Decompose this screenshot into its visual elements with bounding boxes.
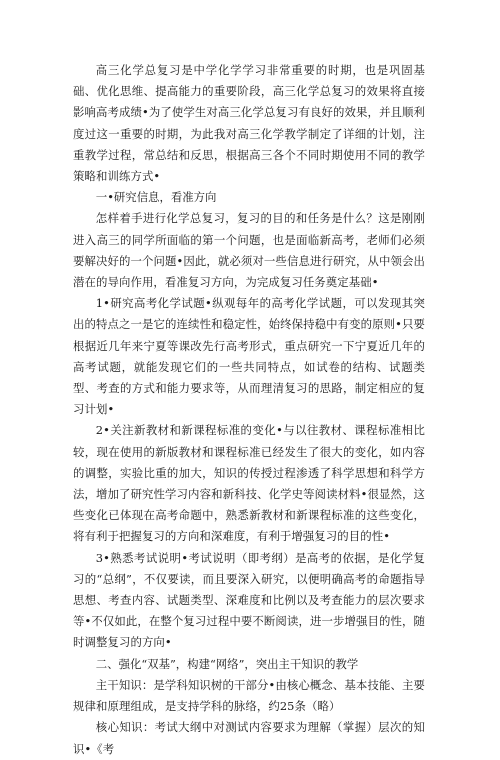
paragraph-how-to-start: 怎样着手进行化学总复习，复习的目的和任务是什么？这是刚刚进入高三的同学所面临的第一个问题，也是面临新高考，老师们必须要解决好的一个问题•因此，就必须对一些信息进行研究，从中领会出潜在的导向作用，看准复习方向，为完成复习任务奠定基础• [73, 211, 425, 290]
paragraph-item-1: 1•研究高考化学试题•纵观每年的高考化学试题，可以发现其突出的特点之一是它的连续性和稳定性，始终保持稳中有变的原则•只要根据近几年来宁夏等课改先行高考形式，重点研究一下宁夏近几年的高考试题，就能发现它们的一些共同特点，如试卷的结构、试题类型、考查的方式和能力要求等，从而理清复习的思路，制定相应的复习计划• [73, 296, 425, 417]
paragraph-main-knowledge: 主干知识：是学科知识树的干部分•由核心概念、基本技能、主要规律和原理组成，是支持学科的脉络，约25条（略） [73, 677, 425, 714]
section-heading-2: 二、强化“双基”，构建“网络”，突出主干知识的教学 [95, 656, 359, 671]
intro-paragraph: 高三化学总复习是中学化学学习非常重要的时期，也是巩固基础、优化思维、提高能力的重要阶段，高三化学总复习的效果将直接影响高考成绩•为了使学生对高三化学总复习有良好的效果，并且顺利度过这一重要的时期，为此我对高三化学教学制定了详细的计划，注重教学过程，常总结和反思，根据高三各个不同时期使用不同的教学策略和训练方式• [73, 63, 425, 184]
section-heading-1: 一•研究信息，看准方向 [95, 190, 217, 205]
paragraph-item-3: 3•熟悉考试说明•考试说明（即考纲）是高考的依据，是化学复习的“总纲”，不仅要读，而且要深入研究，以便明确高考的命题指导思想、考查内容、试题类型、深难度和比例以及考查能力的层次要求等•不仅如此，在整个复习过程中要不断阅读，进一步增强目的性，随时调整复习的方向• [73, 550, 425, 650]
paragraph-item-2: 2•关注新教材和新课程标准的变化•与以往教材、课程标准相比较，现在使用的新版教材和课程标准已经发生了很大的变化，如内容的调整，实验比重的加大，知识的传授过程渗透了科学思想和科学方法，增加了研究性学习内容和新科技、化学史等阅读材料•很显然，这些变化已体现在高考命题中，熟悉新教材和新课程标准的这些变化，将有利于把握复习的方向和深难度，有利于增强复习的目的性• [73, 423, 425, 544]
document-page [73, 60, 425, 760]
paragraph-core-knowledge: 核心知识：考试大纲中对测试内容要求为理解（掌握）层次的知识•《考 [73, 720, 425, 756]
